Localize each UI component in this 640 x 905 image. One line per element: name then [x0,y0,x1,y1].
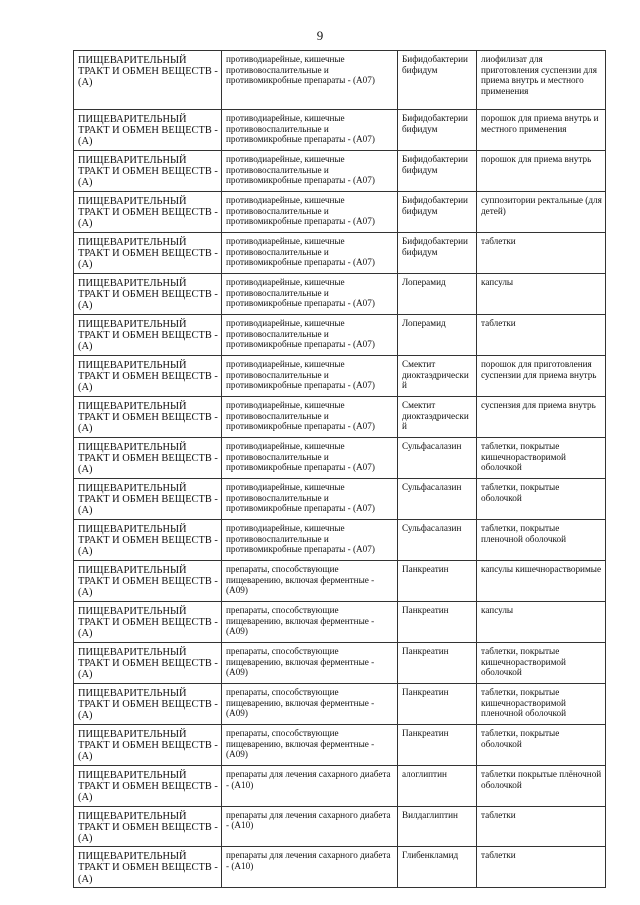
drug-name-cell: Смектит диоктаэдрический [398,356,477,397]
group-cell: ПИЩЕВАРИТЕЛЬНЫЙ ТРАКТ И ОБМЕН ВЕЩЕСТВ - (А) [74,151,222,192]
dosage-form-cell: таблетки покрытые плёночной оболочкой [477,766,606,807]
group-cell: ПИЩЕВАРИТЕЛЬНЫЙ ТРАКТ И ОБМЕН ВЕЩЕСТВ - (А) [74,561,222,602]
drug-table-body [74,51,606,888]
group-cell: ПИЩЕВАРИТЕЛЬНЫЙ ТРАКТ И ОБМЕН ВЕЩЕСТВ - (А) [74,356,222,397]
drug-name-cell: Бифидобактерии бифидум [398,233,477,274]
table-row [74,806,606,847]
subgroup-cell: противодиарейные, кишечные противовоспалительные и противомикробные препараты - (А07) [222,438,398,479]
dosage-form-cell: таблетки [477,315,606,356]
drug-name-cell: алоглиптин [398,766,477,807]
group-cell: ПИЩЕВАРИТЕЛЬНЫЙ ТРАКТ И ОБМЕН ВЕЩЕСТВ - (А) [74,847,222,888]
group-cell: ПИЩЕВАРИТЕЛЬНЫЙ ТРАКТ И ОБМЕН ВЕЩЕСТВ - (А) [74,438,222,479]
table-row [74,315,606,356]
drug-name-cell: Сульфасалазин [398,438,477,479]
subgroup-cell: противодиарейные, кишечные противовоспалительные и противомикробные препараты - (А07) [222,233,398,274]
subgroup-cell: препараты, способствующие пищеварению, включая ферментные - (А09) [222,725,398,766]
dosage-form-cell: таблетки, покрытые кишечнорастворимой пленочной оболочкой [477,684,606,725]
subgroup-cell: противодиарейные, кишечные противовоспалительные и противомикробные препараты - (А07) [222,274,398,315]
group-cell: ПИЩЕВАРИТЕЛЬНЫЙ ТРАКТ И ОБМЕН ВЕЩЕСТВ - (А) [74,643,222,684]
table-row [74,51,606,110]
group-cell: ПИЩЕВАРИТЕЛЬНЫЙ ТРАКТ И ОБМЕН ВЕЩЕСТВ - (А) [74,479,222,520]
group-cell: ПИЩЕВАРИТЕЛЬНЫЙ ТРАКТ И ОБМЕН ВЕЩЕСТВ - (А) [74,806,222,847]
dosage-form-cell: таблетки, покрытые пленочной оболочкой [477,520,606,561]
dosage-form-cell: порошок для приема внутрь [477,151,606,192]
group-cell: ПИЩЕВАРИТЕЛЬНЫЙ ТРАКТ И ОБМЕН ВЕЩЕСТВ - (А) [74,274,222,315]
table-row [74,438,606,479]
subgroup-cell: препараты для лечения сахарного диабета - (А10) [222,766,398,807]
dosage-form-cell: таблетки [477,847,606,888]
dosage-form-cell: капсулы [477,274,606,315]
table-row [74,520,606,561]
drug-name-cell: Сульфасалазин [398,520,477,561]
subgroup-cell: препараты, способствующие пищеварению, включая ферментные - (А09) [222,561,398,602]
table-row [74,684,606,725]
drug-name-cell: Бифидобактерии бифидум [398,192,477,233]
dosage-form-cell: таблетки, покрытые кишечнорастворимой оболочкой [477,438,606,479]
group-cell: ПИЩЕВАРИТЕЛЬНЫЙ ТРАКТ И ОБМЕН ВЕЩЕСТВ - (А) [74,602,222,643]
drug-name-cell: Бифидобактерии бифидум [398,51,477,110]
drug-name-cell: Бифидобактерии бифидум [398,151,477,192]
dosage-form-cell: таблетки, покрытые оболочкой [477,725,606,766]
drug-name-cell: Смектит диоктаэдрический [398,397,477,438]
dosage-form-cell: таблетки, покрытые оболочкой [477,479,606,520]
table-row [74,602,606,643]
table-row [74,561,606,602]
drug-name-cell: Панкреатин [398,725,477,766]
group-cell: ПИЩЕВАРИТЕЛЬНЫЙ ТРАКТ И ОБМЕН ВЕЩЕСТВ - (А) [74,520,222,561]
group-cell: ПИЩЕВАРИТЕЛЬНЫЙ ТРАКТ И ОБМЕН ВЕЩЕСТВ - (А) [74,192,222,233]
subgroup-cell: препараты для лечения сахарного диабета - (А10) [222,847,398,888]
drug-name-cell: Сульфасалазин [398,479,477,520]
drug-name-cell: Панкреатин [398,602,477,643]
group-cell: ПИЩЕВАРИТЕЛЬНЫЙ ТРАКТ И ОБМЕН ВЕЩЕСТВ - (А) [74,233,222,274]
drug-name-cell: Вилдаглиптин [398,806,477,847]
table-row [74,643,606,684]
table-row [74,356,606,397]
drug-name-cell: Бифидобактерии бифидум [398,110,477,151]
dosage-form-cell: таблетки, покрытые кишечнорастворимой оболочкой [477,643,606,684]
dosage-form-cell: суппозитории ректальные (для детей) [477,192,606,233]
dosage-form-cell: таблетки [477,233,606,274]
subgroup-cell: противодиарейные, кишечные противовоспалительные и противомикробные препараты - (А07) [222,397,398,438]
dosage-form-cell: суспензия для приема внутрь [477,397,606,438]
dosage-form-cell: лиофилизат для приготовления суспензии для приема внутрь и местного применения [477,51,606,110]
group-cell: ПИЩЕВАРИТЕЛЬНЫЙ ТРАКТ И ОБМЕН ВЕЩЕСТВ - (А) [74,397,222,438]
subgroup-cell: противодиарейные, кишечные противовоспалительные и противомикробные препараты - (А07) [222,110,398,151]
table-row [74,151,606,192]
subgroup-cell: препараты, способствующие пищеварению, включая ферментные - (А09) [222,643,398,684]
dosage-form-cell: капсулы кишечнорастворимые [477,561,606,602]
drug-name-cell: Лоперамид [398,274,477,315]
subgroup-cell: противодиарейные, кишечные противовоспалительные и противомикробные препараты - (А07) [222,315,398,356]
group-cell: ПИЩЕВАРИТЕЛЬНЫЙ ТРАКТ И ОБМЕН ВЕЩЕСТВ - (А) [74,766,222,807]
drug-name-cell: Глибенкламид [398,847,477,888]
subgroup-cell: противодиарейные, кишечные противовоспалительные и противомикробные препараты - (А07) [222,51,398,110]
table-row [74,847,606,888]
drug-name-cell: Панкреатин [398,561,477,602]
dosage-form-cell: капсулы [477,602,606,643]
table-row [74,397,606,438]
group-cell: ПИЩЕВАРИТЕЛЬНЫЙ ТРАКТ И ОБМЕН ВЕЩЕСТВ - (А) [74,725,222,766]
subgroup-cell: препараты, способствующие пищеварению, включая ферментные - (А09) [222,602,398,643]
dosage-form-cell: порошок для приема внутрь и местного применения [477,110,606,151]
drug-table [73,50,606,888]
drug-name-cell: Лоперамид [398,315,477,356]
subgroup-cell: противодиарейные, кишечные противовоспалительные и противомикробные препараты - (А07) [222,151,398,192]
subgroup-cell: препараты, способствующие пищеварению, включая ферментные - (А09) [222,684,398,725]
subgroup-cell: противодиарейные, кишечные противовоспалительные и противомикробные препараты - (А07) [222,356,398,397]
table-row [74,766,606,807]
dosage-form-cell: порошок для приготовления суспензии для приема внутрь [477,356,606,397]
drug-name-cell: Панкреатин [398,684,477,725]
group-cell: ПИЩЕВАРИТЕЛЬНЫЙ ТРАКТ И ОБМЕН ВЕЩЕСТВ - (А) [74,51,222,110]
subgroup-cell: противодиарейные, кишечные противовоспалительные и противомикробные препараты - (А07) [222,479,398,520]
drug-name-cell: Панкреатин [398,643,477,684]
table-row [74,274,606,315]
group-cell: ПИЩЕВАРИТЕЛЬНЫЙ ТРАКТ И ОБМЕН ВЕЩЕСТВ - (А) [74,315,222,356]
dosage-form-cell: таблетки [477,806,606,847]
table-row [74,479,606,520]
page-number: 9 [316,28,324,43]
group-cell: ПИЩЕВАРИТЕЛЬНЫЙ ТРАКТ И ОБМЕН ВЕЩЕСТВ - (А) [74,684,222,725]
subgroup-cell: противодиарейные, кишечные противовоспалительные и противомикробные препараты - (А07) [222,520,398,561]
group-cell: ПИЩЕВАРИТЕЛЬНЫЙ ТРАКТ И ОБМЕН ВЕЩЕСТВ - (А) [74,110,222,151]
table-row [74,233,606,274]
table-row [74,725,606,766]
subgroup-cell: препараты для лечения сахарного диабета - (А10) [222,806,398,847]
table-row [74,110,606,151]
subgroup-cell: противодиарейные, кишечные противовоспалительные и противомикробные препараты - (А07) [222,192,398,233]
table-row [74,192,606,233]
